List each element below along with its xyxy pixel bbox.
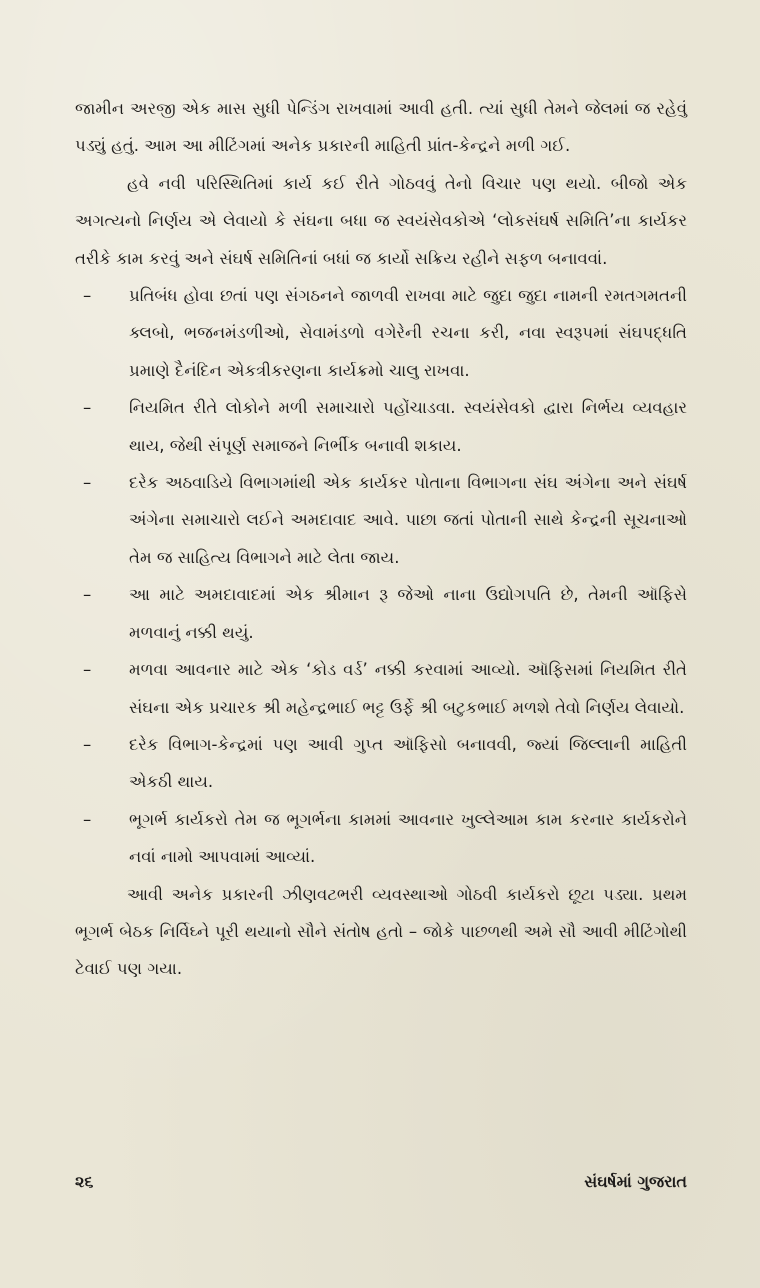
running-title: સંઘર્ષમાં ગુજરાત [584,1172,687,1191]
bullet-list [75,277,687,876]
bullet-dash: – [83,734,92,754]
bullet-text: આ માટે અમદાવાદમાં એક શ્રીમાન રૂ જેઓ નાના ઉદ્યોગપતિ છે, તેમની ઑફિસે મળવાનું નક્કી થયું. [129,585,687,642]
bullet-text: મળવા આવનાર માટે એક ‘કોડ વર્ડ’ નક્કી કરવામાં આવ્યો. ઑફિસમાં નિયમિત રીતે સંઘના એક પ્રચારક શ્રી મહેન્દ્રભાઈ ભટ્ટ ઉર્ફે શ્રી બટુકભાઈ મળશે તેવો નિર્ણય લેવાયો. [129,660,687,717]
bullet-item-1 [75,277,687,389]
bullet-dash: – [83,286,92,306]
bullet-item-4 [75,576,687,651]
bullet-dash: – [83,585,92,605]
bullet-dash: – [83,809,92,829]
bullet-item-5 [75,651,687,726]
bullet-dash: – [83,398,92,418]
bullet-text: ભૂગર્ભ કાર્યકરો તેમ જ ભૂગર્ભના કામમાં આવનાર ખુલ્લેઆમ કામ કરનાર કાર્યકરોને નવાં નામો આપવામાં આવ્યાં. [129,809,687,867]
page-body [75,90,687,988]
bullet-item-3 [75,464,687,576]
page-number: ૨૬ [75,1172,94,1191]
bullet-dash: – [83,473,92,493]
bullet-item-2 [75,389,687,464]
paragraph-3: આવી અનેક પ્રકારની ઝીણવટભરી વ્યવસ્થાઓ ગોઠવી કાર્યકરો છૂટા પડ્યા. પ્રથમ ભૂગર્ભ બેઠક નિર્વિઘ્ને પૂરી થયાનો સૌને સંતોષ હતો – જોકે પાછળથી અમે સૌ આવી મીટિંગોથી ટેવાઈ પણ ગયા. [75,884,687,979]
bullet-text: નિયમિત રીતે લોકોને મળી સમાચારો પહોંચાડવા. સ્વયંસેવકો દ્વારા નિર્ભય વ્યવહાર થાય, જેથી સંપૂર્ણ સમાજને નિર્ભીક બનાવી શકાય. [129,398,687,455]
bullet-item-6 [75,726,687,801]
page-footer [75,1172,687,1202]
paragraph-2: હવે નવી પરિસ્થિતિમાં કાર્ય કઈ રીતે ગોઠવવું તેનો વિચાર પણ થયો. બીજો એક અગત્યનો નિર્ણય એ લેવાયો કે સંઘના બધા જ સ્વયંસેવકોએ ‘લોકસંઘર્ષ સમિતિ’ના કાર્યકર તરીકે કામ કરવું અને સંઘર્ષ સમિતિનાં બધાં જ કાર્યો સક્રિય રહીને સફળ બનાવવાં. [75,173,687,268]
bullet-text: દરેક વિભાગ-કેન્દ્રમાં પણ આવી ગુપ્ત ઑફિસો બનાવવી, જ્યાં જિલ્લાની માહિતી એકઠી થાય. [129,734,687,792]
paragraph-1: જામીન અરજી એક માસ સુધી પેન્ડિંગ રાખવામાં આવી હતી. ત્યાં સુધી તેમને જેલમાં જ રહેવું પડ્યું હતું. આમ આ મીટિંગમાં અનેક પ્રકારની માહિતી પ્રાંત-કેન્દ્રને મળી ગઈ. [75,99,687,156]
bullet-text: પ્રતિબંધ હોવા છતાં પણ સંગઠનને જાળવી રાખવા માટે જુદા જુદા નામની રમતગમતની ક્લબો, ભજનમંડળીઓ, સેવામંડળો વગેરેની રચના કરી, નવા સ્વરૂપમાં સંઘપદ્ધતિ પ્રમાણે દૈનંદિન એકત્રીકરણના કાર્યક્રમો ચાલુ રાખવા. [129,286,687,380]
bullet-dash: – [83,660,92,680]
bullet-item-7 [75,801,687,876]
bullet-text: દરેક અઠવાડિયે વિભાગમાંથી એક કાર્યકર પોતાના વિભાગના સંઘ અંગેના અને સંઘર્ષ અંગેના સમાચારો લઈને અમદાવાદ આવે. પાછા જતાં પોતાની સાથે કેન્દ્રની સૂચનાઓ તેમ જ સાહિત્ય વિભાગને માટે લેતા જાય. [129,473,687,567]
